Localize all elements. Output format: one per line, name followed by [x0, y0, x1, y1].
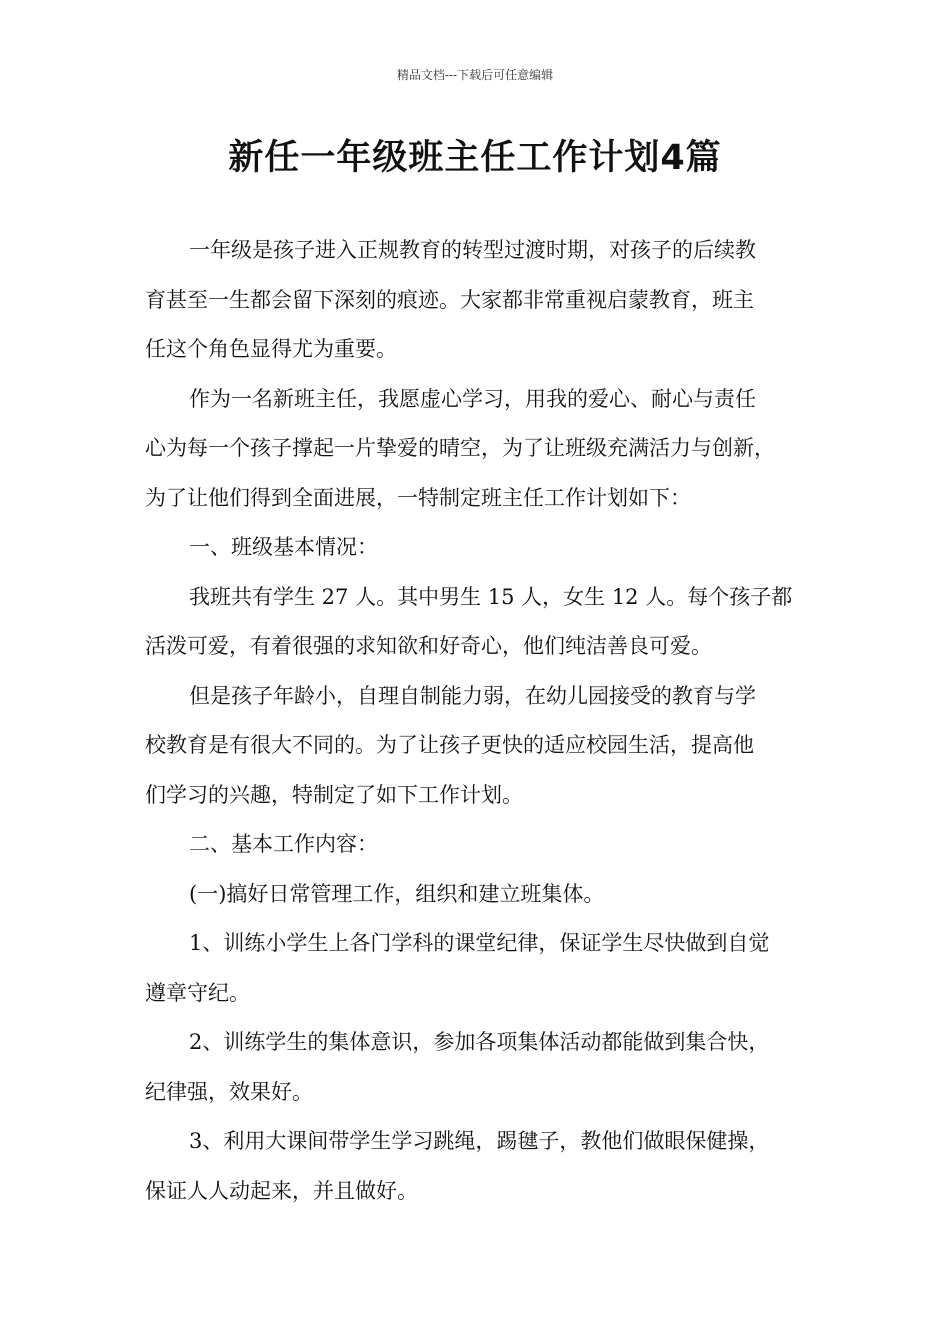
subsection-heading-daily-management [145, 870, 825, 920]
list-item-1 [145, 919, 825, 1018]
text-line: 为了让他们得到全面进展，一特制定班主任工作计划如下： [145, 485, 691, 510]
section-heading-class-info [145, 523, 825, 573]
text-line: 心为每一个孩子撑起一片挚爱的晴空，为了让班级充满活力与创新， [145, 436, 775, 460]
list-item-3 [145, 1117, 825, 1216]
text-line: 活泼可爱，有着很强的求知欲和好奇心，他们纯洁善良可爱。 [145, 634, 712, 658]
paragraph-commitment [145, 375, 825, 524]
text-line: 育甚至一生都会留下深刻的痕迹。大家都非常重视启蒙教育，班主 [145, 287, 754, 312]
text-line: 但是孩子年龄小，自理自制能力弱，在幼儿园接受的教育与学 [189, 683, 756, 708]
text-line: (一)搞好日常管理工作，组织和建立班集体。 [189, 881, 605, 906]
paragraph-intro [145, 226, 825, 375]
text-line: 一年级是孩子进入正规教育的转型过渡时期，对孩子的后续教 [189, 238, 756, 262]
section-heading-work-content [145, 820, 825, 870]
text-line: 们学习的兴趣，特制定了如下工作计划。 [145, 782, 523, 807]
text-line: 纪律强，效果好。 [145, 1079, 313, 1104]
header-note: 精品文档---下载后可任意编辑 [396, 68, 554, 82]
text-line: 1、训练小学生上各门学科的课堂纪律，保证学生尽快做到自觉 [189, 931, 770, 955]
list-item-2 [145, 1018, 825, 1117]
text-line: 作为一名新班主任，我愿虚心学习，用我的爱心、耐心与责任 [189, 386, 756, 411]
text-line: 我班共有学生 27 人。其中男生 15 人，女生 12 人。每个孩子都 [189, 584, 793, 609]
text-line: 任这个角色显得尤为重要。 [145, 337, 397, 361]
text-line: 2、训练学生的集体意识，参加各项集体活动都能做到集合快， [189, 1030, 770, 1054]
text-line: 遵章守纪。 [145, 980, 250, 1005]
text-line: 二、基本工作内容： [189, 832, 378, 856]
paragraph-class-info [145, 573, 825, 672]
document-body [145, 226, 825, 1216]
text-line: 一、班级基本情况： [189, 535, 378, 559]
text-line: 3、利用大课间带学生学习跳绳，踢毽子，教他们做眼保健操， [189, 1129, 770, 1153]
document-title: 新任一年级班主任工作计划4篇 [228, 138, 722, 178]
paragraph-challenges [145, 672, 825, 821]
text-line: 校教育是有很大不同的。为了让孩子更快的适应校园生活，提高他 [145, 733, 754, 757]
text-line: 保证人人动起来，并且做好。 [145, 1178, 418, 1203]
